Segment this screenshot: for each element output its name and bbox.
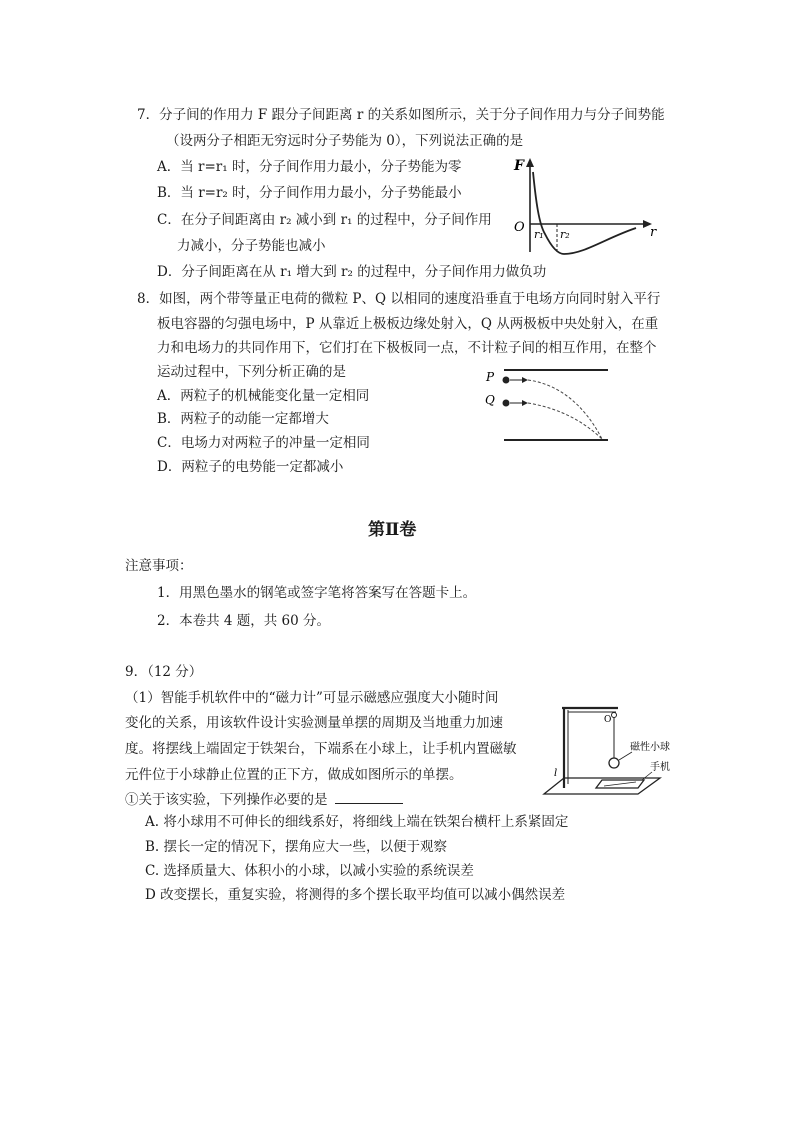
label-q: Q (485, 393, 495, 407)
q8-stem-line1: 8．如图，两个带等量正电荷的微粒 P、Q 以相同的速度沿垂直于电场方向同时射入平行 (137, 291, 661, 307)
q8-stem-line2: 板电容器的匀强电场中，P 从靠近上极板边缘处射入，Q 从两极板中央处射入，在重 (157, 316, 659, 332)
phone-label: 手机 (650, 762, 670, 773)
q9-option-d: D 改变摆长，重复实验，将测得的多个摆长取平均值可以减小偶然误差 (145, 887, 566, 903)
q9-paragraph-line4: 元件位于小球静止位置的正下方，做成如图所示的单摆。 (125, 767, 463, 783)
answer-blank[interactable] (335, 790, 403, 804)
graph-r1-label: r₁ (534, 228, 544, 241)
q8-option-c: C．电场力对两粒子的冲量一定相同 (157, 435, 370, 451)
graph-r2-label: r₂ (560, 228, 570, 241)
note-1: 1．用黑色墨水的钢笔或签字笔将答案写在答题卡上。 (157, 585, 477, 601)
q8-option-b: B．两粒子的动能一定都增大 (157, 411, 329, 427)
q9-paragraph-line3: 度。将摆线上端固定于铁架台，下端系在小球上，让手机内置磁敏 (125, 741, 517, 757)
q9-option-b: B. 摆长一定的情况下，摆角应大一些，以便于观察 (145, 839, 448, 855)
stand-label: l (554, 768, 558, 779)
q9-subquestion-1 (125, 790, 403, 809)
pivot-label: O (604, 715, 612, 725)
pendulum-apparatus-figure (538, 698, 678, 802)
note-2: 2．本卷共 4 题，共 60 分。 (157, 613, 331, 629)
graph-r-label: r (650, 225, 657, 240)
q8-option-d: D．两粒子的电势能一定都减小 (157, 459, 344, 475)
graph-f-label: F (514, 158, 524, 174)
q7-option-c-line1: C．在分子间距离由 r₂ 减小到 r₁ 的过程中，分子间作用 (157, 212, 492, 228)
q7-stem-line1: 7．分子间的作用力 F 跟分子间距离 r 的关系如图所示，关于分子间作用力与分子间势能 (137, 107, 665, 123)
q7-option-a: A．当 r=r₁ 时，分子间作用力最小，分子势能为零 (157, 159, 462, 175)
q7-option-b: B．当 r=r₂ 时，分子间作用力最小，分子势能最小 (157, 185, 462, 201)
notes-title: 注意事项： (125, 558, 193, 574)
q9-option-c: C. 选择质量大、体积小的小球，以减小实验的系统误差 (145, 863, 474, 879)
particle-q (503, 400, 510, 407)
q9-paragraph-line1: （1）智能手机软件中的“磁力计”可显示磁感应强度大小随时间 (125, 690, 499, 706)
q9-header: 9．（12 分） (125, 664, 203, 680)
q9-paragraph-line2: 变化的关系，用该软件设计实验测量单摆的周期及当地重力加速 (125, 715, 503, 731)
q7-option-c-line2: 力减小，分子势能也减小 (177, 238, 326, 254)
q9-option-a: A. 将小球用不可伸长的细线系好，将细线上端在铁架台横杆上系紧固定 (145, 814, 569, 830)
graph-origin-label: O (514, 220, 525, 235)
q8-stem-line4: 运动过程中，下列分析正确的是 (157, 364, 346, 380)
q8-option-a: A．两粒子的机械能变化量一定相同 (157, 388, 370, 404)
q7-option-d: D．分子间距离在从 r₁ 增大到 r₂ 的过程中，分子间作用力做负功 (157, 264, 547, 280)
q8-stem-line3: 力和电场力的共同作用下，它们打在下极板同一点，不计粒子间的相互作用，在整个 (157, 340, 657, 356)
q9-subquestion-1-text: ①关于该实验，下列操作必要的是 (125, 792, 328, 808)
label-p: P (486, 370, 495, 384)
q7-stem-line2: （设两分子相距无穷远时分子势能为 0），下列说法正确的是 (166, 133, 524, 149)
force-distance-graph (500, 154, 660, 258)
ball-label: 磁性小球 (630, 742, 670, 753)
particle-p (503, 377, 510, 384)
capacitor-figure (480, 362, 640, 448)
section-title: 第Ⅱ卷 (368, 520, 417, 540)
magnetic-ball (609, 758, 619, 768)
